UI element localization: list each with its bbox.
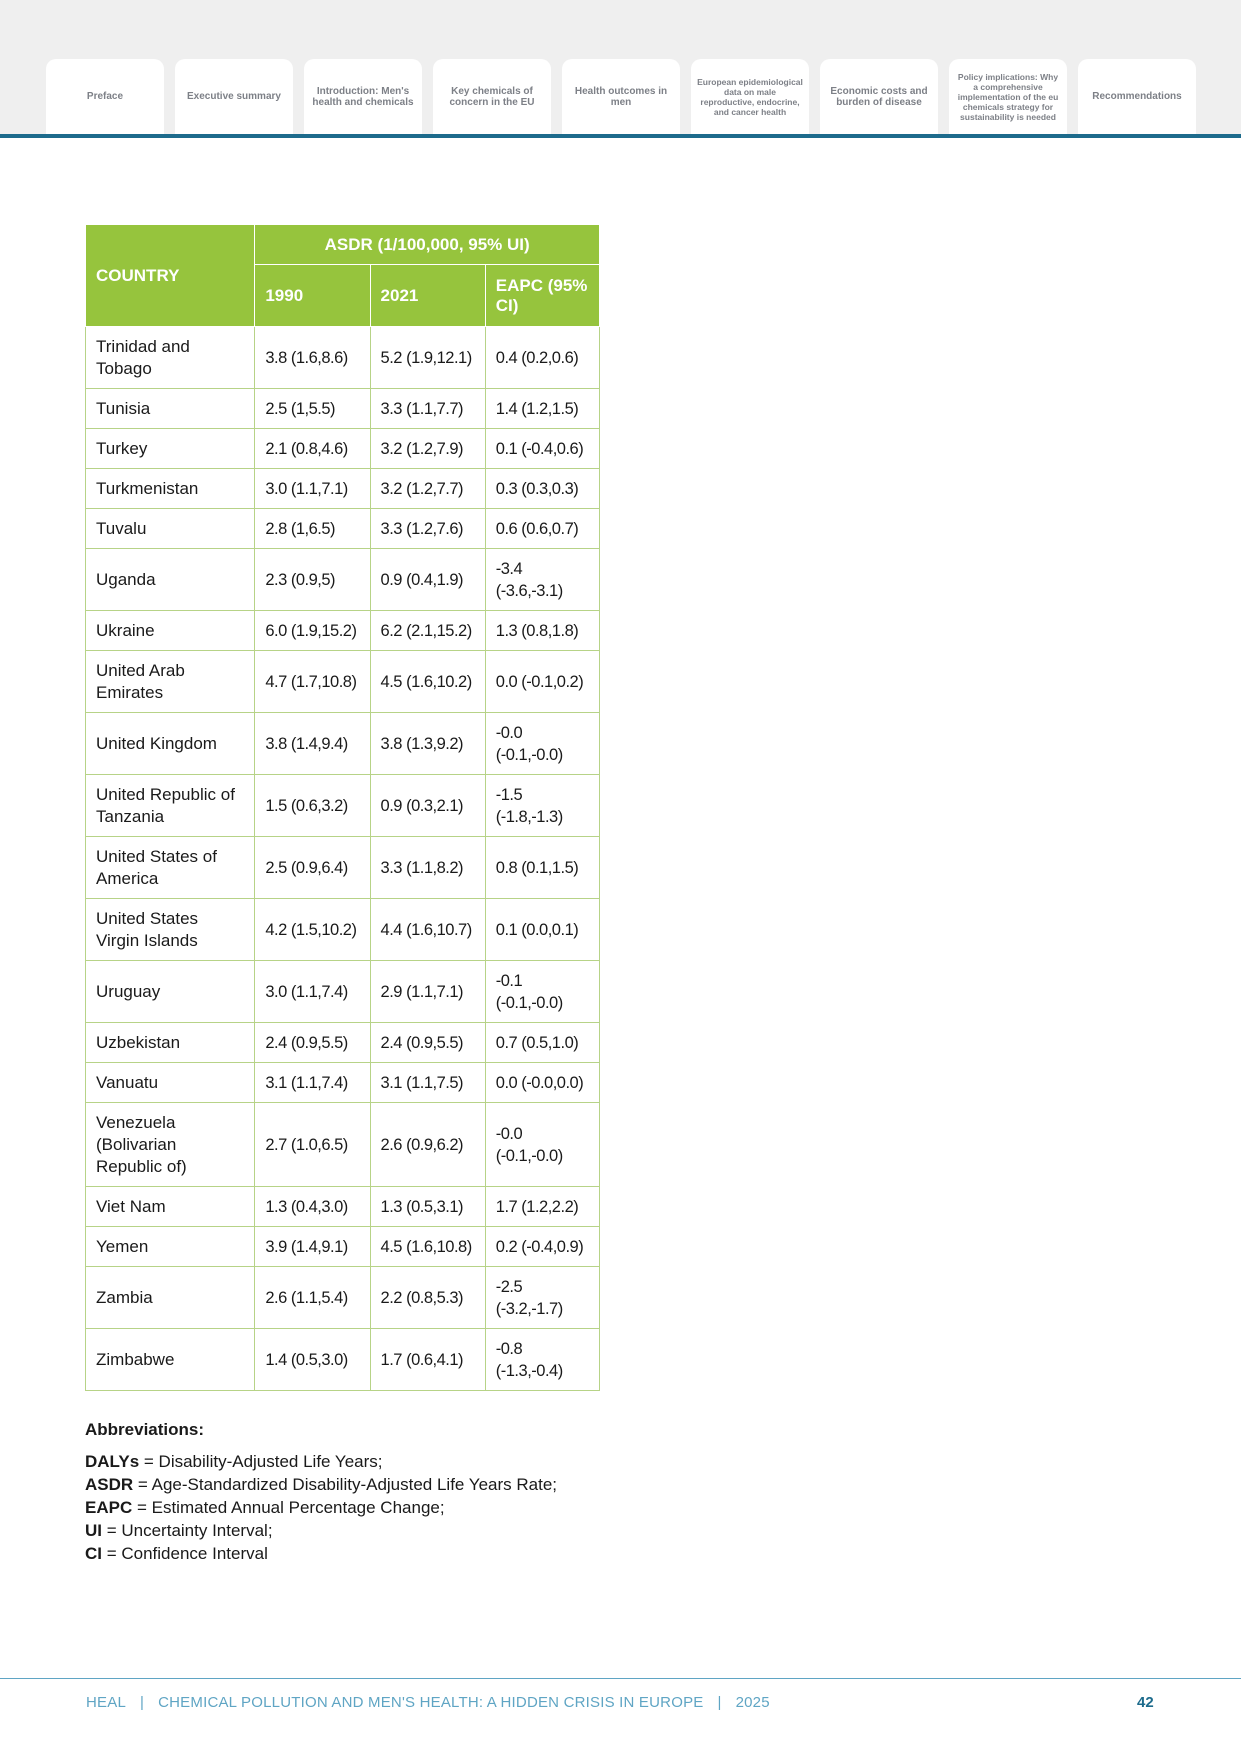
asdr-table — [85, 224, 600, 1391]
cell-2021: 2.6 (0.9,6.2) — [370, 1103, 485, 1187]
cell-eapc: 0.1 (-0.4,0.6) — [485, 429, 599, 469]
cell-1990: 3.8 (1.4,9.4) — [255, 713, 370, 775]
footer-year: 2025 — [735, 1694, 770, 1711]
table-row — [86, 899, 600, 961]
table-row — [86, 1187, 600, 1227]
cell-country: Zimbabwe — [86, 1329, 255, 1391]
cell-eapc: -0.1 (-0.1,-0.0) — [485, 961, 599, 1023]
cell-2021: 1.7 (0.6,4.1) — [370, 1329, 485, 1391]
cell-1990: 1.3 (0.4,3.0) — [255, 1187, 370, 1227]
tab-executive-summary[interactable]: Executive summary — [175, 59, 293, 134]
cell-2021: 5.2 (1.9,12.1) — [370, 327, 485, 389]
cell-1990: 2.5 (0.9,6.4) — [255, 837, 370, 899]
cell-country: Venezuela (Bolivarian Republic of) — [86, 1103, 255, 1187]
cell-1990: 2.5 (1,5.5) — [255, 389, 370, 429]
cell-1990: 4.7 (1.7,10.8) — [255, 651, 370, 713]
section-tabs — [46, 59, 1196, 134]
cell-eapc: 0.0 (-0.1,0.2) — [485, 651, 599, 713]
abbreviations — [85, 1418, 557, 1565]
cell-2021: 6.2 (2.1,15.2) — [370, 611, 485, 651]
cell-eapc: -2.5 (-3.2,-1.7) — [485, 1267, 599, 1329]
abbreviation-item — [85, 1542, 557, 1565]
nav-divider — [0, 134, 1241, 138]
cell-country: Yemen — [86, 1227, 255, 1267]
cell-eapc: 0.6 (0.6,0.7) — [485, 509, 599, 549]
cell-eapc: 0.3 (0.3,0.3) — [485, 469, 599, 509]
cell-country: United Kingdom — [86, 713, 255, 775]
page-number: 42 — [1137, 1694, 1154, 1711]
tab-policy-implications[interactable]: Policy implications: Why a comprehensive implementation of the eu chemicals strategy for sustainability is needed — [949, 59, 1067, 134]
abbreviation-definition: = Age-Standardized Disability-Adjusted Life Years Rate; — [133, 1475, 558, 1494]
tab-health-outcomes[interactable]: Health outcomes in men — [562, 59, 680, 134]
cell-eapc: 0.2 (-0.4,0.9) — [485, 1227, 599, 1267]
cell-2021: 2.9 (1.1,7.1) — [370, 961, 485, 1023]
cell-1990: 2.3 (0.9,5) — [255, 549, 370, 611]
header-eapc: EAPC (95% CI) — [485, 265, 599, 327]
cell-1990: 3.1 (1.1,7.4) — [255, 1063, 370, 1103]
cell-country: United Arab Emirates — [86, 651, 255, 713]
abbreviation-term: DALYs — [85, 1452, 140, 1471]
abbreviations-title: Abbreviations: — [85, 1420, 205, 1439]
cell-country: Uzbekistan — [86, 1023, 255, 1063]
cell-2021: 3.8 (1.3,9.2) — [370, 713, 485, 775]
cell-2021: 2.4 (0.9,5.5) — [370, 1023, 485, 1063]
cell-1990: 2.8 (1,6.5) — [255, 509, 370, 549]
cell-2021: 4.5 (1.6,10.8) — [370, 1227, 485, 1267]
abbreviation-item — [85, 1450, 557, 1473]
cell-2021: 3.3 (1.1,8.2) — [370, 837, 485, 899]
abbreviation-definition: = Uncertainty Interval; — [102, 1521, 273, 1540]
cell-eapc: -0.0 (-0.1,-0.0) — [485, 713, 599, 775]
table-row — [86, 1103, 600, 1187]
cell-eapc: 0.0 (-0.0,0.0) — [485, 1063, 599, 1103]
cell-2021: 3.2 (1.2,7.7) — [370, 469, 485, 509]
cell-eapc: 0.4 (0.2,0.6) — [485, 327, 599, 389]
cell-2021: 4.4 (1.6,10.7) — [370, 899, 485, 961]
cell-2021: 3.2 (1.2,7.9) — [370, 429, 485, 469]
cell-country: Trinidad and Tobago — [86, 327, 255, 389]
cell-country: Uganda — [86, 549, 255, 611]
abbreviation-term: ASDR — [85, 1475, 134, 1494]
header-2021: 2021 — [370, 265, 485, 327]
cell-eapc: 1.4 (1.2,1.5) — [485, 389, 599, 429]
cell-country: Ukraine — [86, 611, 255, 651]
tab-epidemiological-data[interactable]: European epidemiological data on male reproductive, endocrine, and cancer health — [691, 59, 809, 134]
abbreviation-term: UI — [85, 1521, 102, 1540]
cell-1990: 6.0 (1.9,15.2) — [255, 611, 370, 651]
abbreviation-definition: = Confidence Interval — [102, 1544, 268, 1563]
header-country: COUNTRY — [86, 225, 255, 327]
table-row — [86, 549, 600, 611]
table-row — [86, 429, 600, 469]
cell-country: Turkey — [86, 429, 255, 469]
cell-1990: 3.0 (1.1,7.4) — [255, 961, 370, 1023]
tab-economic-costs[interactable]: Economic costs and burden of disease — [820, 59, 938, 134]
table-row — [86, 1023, 600, 1063]
tab-recommendations[interactable]: Recommendations — [1078, 59, 1196, 134]
cell-country: Turkmenistan — [86, 469, 255, 509]
abbreviation-definition: = Estimated Annual Percentage Change; — [132, 1498, 445, 1517]
footer-divider — [0, 1678, 1241, 1679]
footer-separator: | — [717, 1694, 722, 1711]
table-row — [86, 611, 600, 651]
table-row — [86, 469, 600, 509]
cell-1990: 2.4 (0.9,5.5) — [255, 1023, 370, 1063]
footer — [86, 1694, 770, 1711]
top-navigation — [0, 0, 1241, 134]
header-asdr-group: ASDR (1/100,000, 95% UI) — [255, 225, 600, 265]
footer-org: HEAL — [86, 1694, 126, 1711]
cell-country: Zambia — [86, 1267, 255, 1329]
tab-preface[interactable]: Preface — [46, 59, 164, 134]
cell-eapc: -0.0 (-0.1,-0.0) — [485, 1103, 599, 1187]
cell-country: United States of America — [86, 837, 255, 899]
cell-country: United States Virgin Islands — [86, 899, 255, 961]
table-row — [86, 509, 600, 549]
table-row — [86, 837, 600, 899]
cell-country: United Republic of Tanzania — [86, 775, 255, 837]
cell-eapc: -0.8 (-1.3,-0.4) — [485, 1329, 599, 1391]
table-row — [86, 1329, 600, 1391]
table-row — [86, 651, 600, 713]
cell-1990: 4.2 (1.5,10.2) — [255, 899, 370, 961]
abbreviation-term: EAPC — [85, 1498, 133, 1517]
cell-2021: 3.3 (1.2,7.6) — [370, 509, 485, 549]
cell-country: Tunisia — [86, 389, 255, 429]
cell-country: Uruguay — [86, 961, 255, 1023]
abbreviation-item — [85, 1496, 557, 1519]
tab-introduction[interactable]: Introduction: Men's health and chemicals — [304, 59, 422, 134]
cell-2021: 4.5 (1.6,10.2) — [370, 651, 485, 713]
cell-country: Tuvalu — [86, 509, 255, 549]
table-row — [86, 1227, 600, 1267]
cell-1990: 1.4 (0.5,3.0) — [255, 1329, 370, 1391]
cell-1990: 1.5 (0.6,3.2) — [255, 775, 370, 837]
cell-2021: 3.3 (1.1,7.7) — [370, 389, 485, 429]
cell-1990: 3.8 (1.6,8.6) — [255, 327, 370, 389]
header-1990: 1990 — [255, 265, 370, 327]
abbreviation-item — [85, 1473, 557, 1496]
table-body — [86, 327, 600, 1391]
cell-2021: 2.2 (0.8,5.3) — [370, 1267, 485, 1329]
cell-eapc: 0.7 (0.5,1.0) — [485, 1023, 599, 1063]
tab-key-chemicals[interactable]: Key chemicals of concern in the EU — [433, 59, 551, 134]
cell-2021: 1.3 (0.5,3.1) — [370, 1187, 485, 1227]
cell-1990: 2.7 (1.0,6.5) — [255, 1103, 370, 1187]
cell-1990: 2.6 (1.1,5.4) — [255, 1267, 370, 1329]
abbreviation-term: CI — [85, 1544, 102, 1563]
footer-separator: | — [140, 1694, 145, 1711]
cell-1990: 3.9 (1.4,9.1) — [255, 1227, 370, 1267]
abbreviation-item — [85, 1519, 557, 1542]
cell-2021: 0.9 (0.4,1.9) — [370, 549, 485, 611]
table-row — [86, 1267, 600, 1329]
cell-eapc: 0.8 (0.1,1.5) — [485, 837, 599, 899]
cell-2021: 3.1 (1.1,7.5) — [370, 1063, 485, 1103]
table-row — [86, 389, 600, 429]
footer-title: CHEMICAL POLLUTION AND MEN'S HEALTH: A HIDDEN CRISIS IN EUROPE — [158, 1694, 704, 1711]
cell-eapc: 1.3 (0.8,1.8) — [485, 611, 599, 651]
table-row — [86, 775, 600, 837]
cell-eapc: 0.1 (0.0,0.1) — [485, 899, 599, 961]
cell-eapc: -1.5 (-1.8,-1.3) — [485, 775, 599, 837]
cell-2021: 0.9 (0.3,2.1) — [370, 775, 485, 837]
cell-country: Vanuatu — [86, 1063, 255, 1103]
table-row — [86, 1063, 600, 1103]
table-row — [86, 327, 600, 389]
cell-eapc: 1.7 (1.2,2.2) — [485, 1187, 599, 1227]
table-row — [86, 961, 600, 1023]
table-row — [86, 713, 600, 775]
cell-1990: 2.1 (0.8,4.6) — [255, 429, 370, 469]
cell-eapc: -3.4 (-3.6,-3.1) — [485, 549, 599, 611]
abbreviation-definition: = Disability-Adjusted Life Years; — [139, 1452, 383, 1471]
cell-1990: 3.0 (1.1,7.1) — [255, 469, 370, 509]
cell-country: Viet Nam — [86, 1187, 255, 1227]
